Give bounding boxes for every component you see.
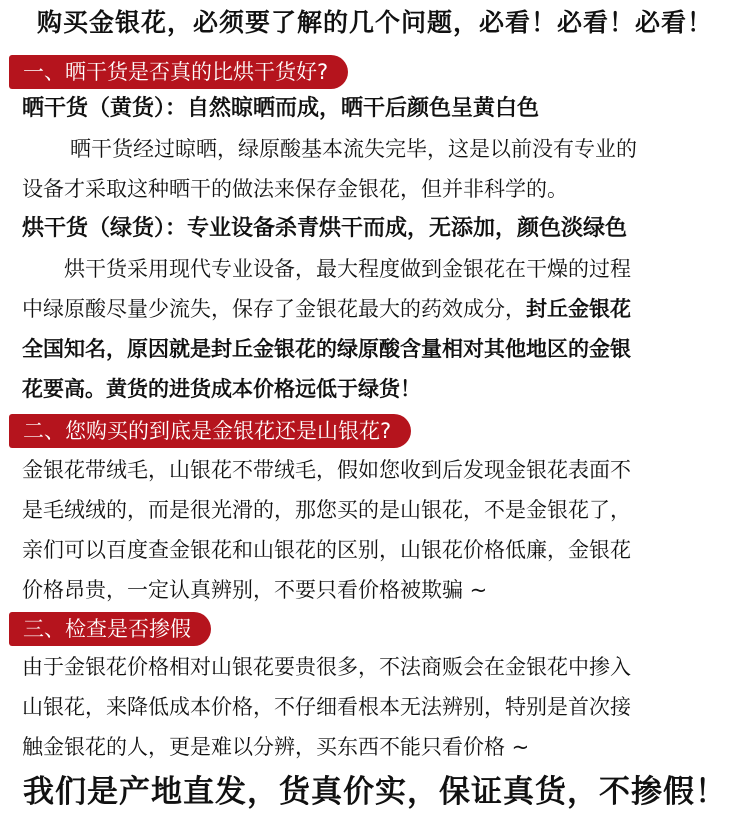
paragraph-line: 山银花，来降低成本价格，不仔细看根本无法辨别，特别是首次接 <box>22 695 631 719</box>
emphasis-text: 封丘金银花 <box>526 297 631 321</box>
footer-slogan: 我们是产地直发，货真价实，保证真货，不掺假！ <box>23 774 727 810</box>
page-title: 购买金银花，必须要了解的几个问题，必看！必看！必看！ <box>36 8 713 37</box>
paragraph-line: 是毛绒绒的，而是很光滑的，那您买的是山银花，不是金银花了， <box>22 498 631 522</box>
paragraph-line: 亲们可以百度查金银花和山银花的区别，山银花价格低廉，金银花 <box>22 538 631 562</box>
heading-oven-dried: 烘干货（绿货）：专业设备杀青烘干而成，无添加，颜色淡绿色 <box>22 216 628 241</box>
section-badge-1: 一、晒干货是否真的比烘干货好? <box>13 55 348 89</box>
section-badge-2: 二、您购买的到底是金银花还是山银花? <box>13 414 411 448</box>
paragraph-line: 由于金银花价格相对山银花要贵很多，不法商贩会在金银花中掺入 <box>22 655 631 679</box>
paragraph-line-bold: 全国知名，原因就是封丘金银花的绿原酸含量相对其他地区的金银 <box>22 337 631 361</box>
paragraph-line: 价格昂贵，一定认真辨别，不要只看价格被欺骗 ~ <box>22 578 488 602</box>
paragraph-line: 设备才采取这种晒干的做法来保存金银花，但并非科学的。 <box>22 177 568 201</box>
paragraph-line-bold: 花要高。黄货的进货成本价格远低于绿货！ <box>22 377 421 401</box>
paragraph-line <box>22 294 732 324</box>
paragraph-line: 金银花带绒毛，山银花不带绒毛，假如您收到后发现金银花表面不 <box>22 458 631 482</box>
heading-sun-dried: 晒干货（黄货）：自然晾晒而成，晒干后颜色呈黄白色 <box>22 96 540 121</box>
paragraph-text: 中绿原酸尽量少流失，保存了金银花最大的药效成分， <box>22 297 526 321</box>
section-badge-3: 三、检查是否掺假 <box>13 612 211 646</box>
paragraph-line: 晒干货经过晾晒，绿原酸基本流失完毕，这是以前没有专业的 <box>70 137 637 161</box>
paragraph-line: 触金银花的人，更是难以分辨，买东西不能只看价格 ~ <box>22 735 530 759</box>
paragraph-line: 烘干货采用现代专业设备，最大程度做到金银花在干燥的过程 <box>64 257 631 281</box>
